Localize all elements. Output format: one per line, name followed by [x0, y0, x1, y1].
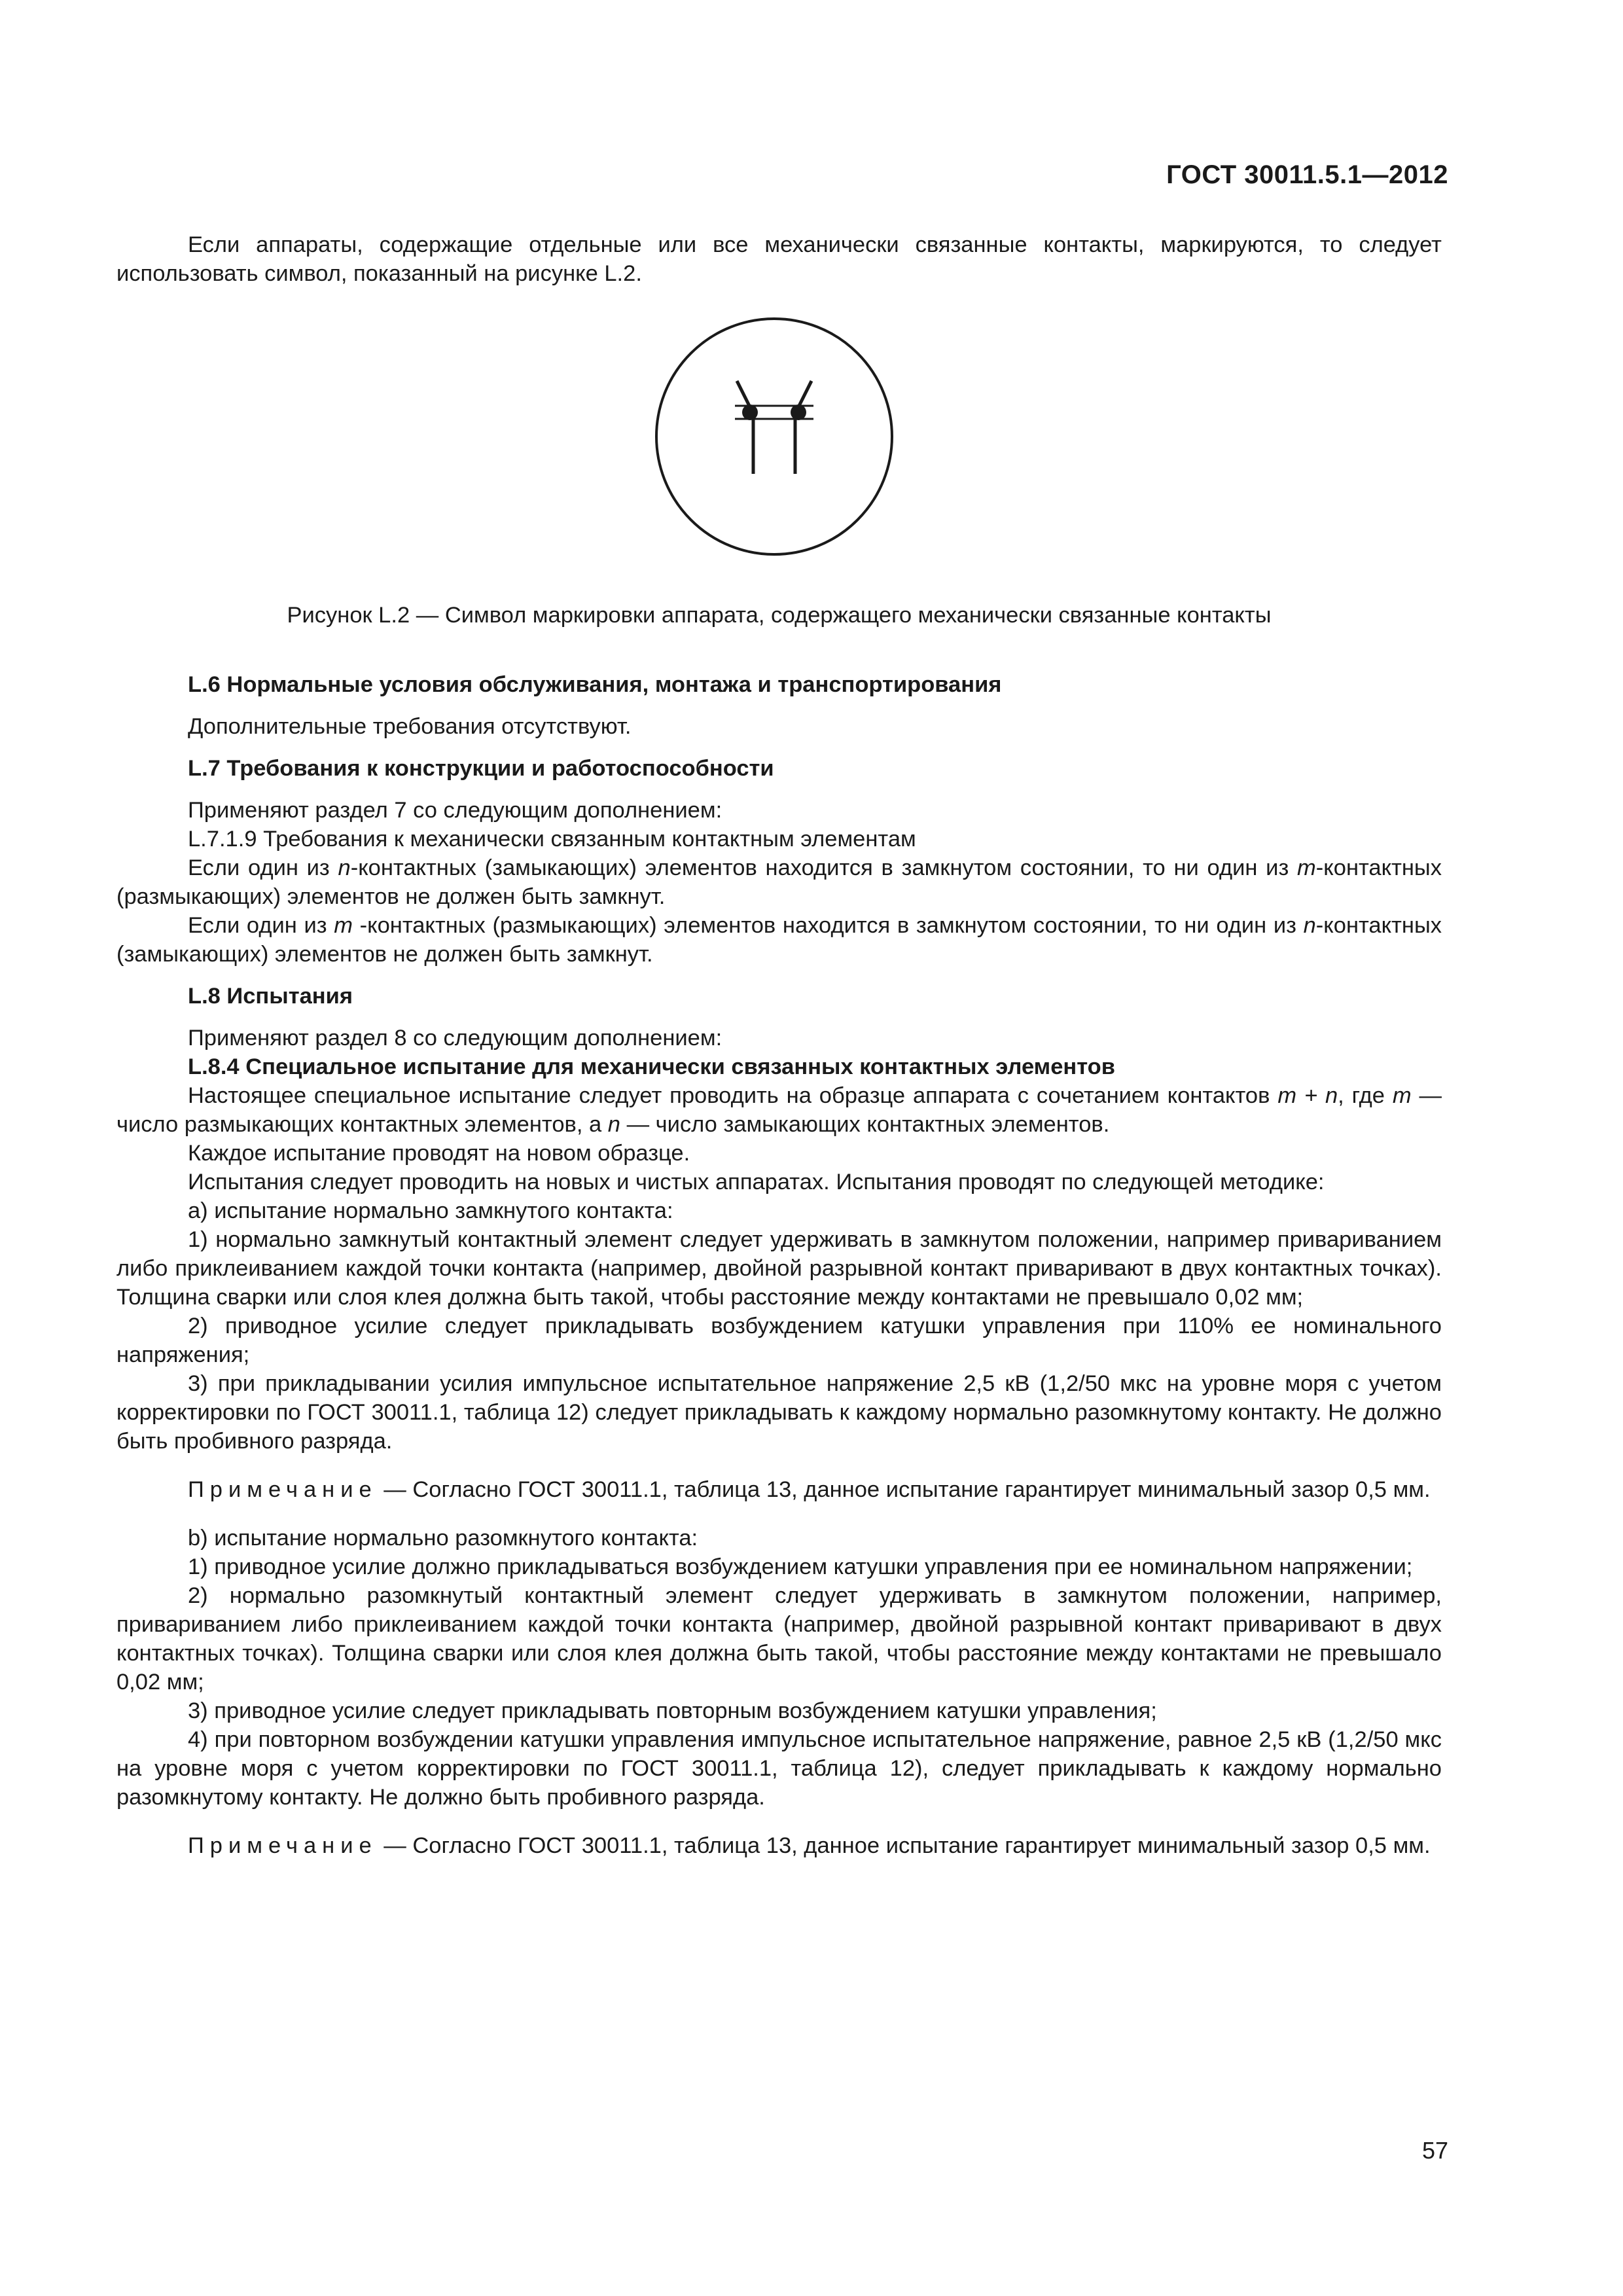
l8-paragraph-3: Испытания следует проводить на новых и чистых аппаратах. Испытания проводят по следующей методике: [188, 1170, 1325, 1194]
test-b-item-3: 3) приводное усилие следует прикладывать повторным возбуждением катушки управления; [188, 1698, 1157, 1723]
standard-id: ГОСТ 30011.5.1—2012 [1166, 160, 1448, 189]
heading-l6: L.6 Нормальные условия обслуживания, монтажа и транспортирования [188, 672, 1002, 697]
l8-paragraph-1: Настоящее специальное испытание следует проводить на образце аппарата с сочетанием контактов m + n, где m — число размыкающих контактных элементов, а n — число замыкающих контактных элементов. [116, 1083, 1442, 1137]
l6-text: Дополнительные требования отсутствуют. [188, 714, 632, 739]
test-b-item-4: 4) при повторном возбуждении катушки управления импульсное испытательное напряжение, равное 2,5 кВ (1,2/50 мкс на уровне моря с учетом корректировки по ГОСТ 30011.1, таблица 12), следует прикладывать к каждому нормально разомкнутому контакту. Не должно быть пробивного разряда. [116, 1727, 1442, 1810]
note-2: Примечание — Согласно ГОСТ 30011.1, таблица 13, данное испытание гарантирует минимальный зазор 0,5 мм. [188, 1833, 1431, 1858]
l7-paragraph-1: Если один из n-контактных (замыкающих) элементов находится в замкнутом состоянии, то ни один из m-контактных (размыкающих) элементов не должен быть замкнут. [116, 855, 1442, 909]
l7-paragraph-2: Если один из m -контактных (размыкающих) элементов находится в замкнутом состоянии, то ни один из n-контактных (замыкающих) элементов не должен быть замкнут. [116, 913, 1442, 967]
test-b-item-1: 1) приводное усилие должно прикладываться возбуждением катушки управления при ее номинальном напряжении; [188, 1554, 1413, 1579]
test-a-item-2: 2) приводное усилие следует прикладывать возбуждением катушки управления при 110% ее номинального напряжения; [116, 1314, 1442, 1367]
page-number: 57 [1421, 2137, 1448, 2164]
test-a-item-1: 1) нормально замкнутый контактный элемент следует удерживать в замкнутом положении, например привариванием либо приклеиванием каждой точки контакта (например, двойной разрывной контакт приваривают в двух контактных точках). Толщина сварки или слоя клея должна быть такой, чтобы расстояние между контактами не превышало 0,02 мм; [116, 1227, 1442, 1310]
test-b-item-2: 2) нормально разомкнутый контактный элемент следует удерживать в замкнутом положении, например, привариванием либо приклеиванием каждой точки контакта (например, двойной разрывной контакт приваривают в двух контактных точках). Толщина сварки или слоя клея должна быть такой, чтобы расстояние между контактами не превышало 0,02 мм; [116, 1583, 1442, 1695]
test-b-title: b) испытание нормально разомкнутого контакта: [188, 1526, 698, 1551]
mechanically-linked-contacts-symbol-icon [653, 315, 895, 558]
l7-applies: Применяют раздел 7 со следующим дополнением: [188, 798, 722, 823]
l8-paragraph-2: Каждое испытание проводят на новом образце. [188, 1141, 690, 1166]
figure-l2 [116, 315, 1442, 597]
intro-paragraph: Если аппараты, содержащие отдельные или все механически связанные контакты, маркируются, то следует использовать символ, показанный на рисунке L.2. [116, 232, 1442, 286]
test-a-title: a) испытание нормально замкнутого контакта: [188, 1198, 673, 1223]
note-1: Примечание — Согласно ГОСТ 30011.1, таблица 13, данное испытание гарантирует минимальный зазор 0,5 мм. [188, 1477, 1431, 1502]
heading-l7: L.7 Требования к конструкции и работоспособности [188, 756, 774, 781]
heading-l8-4: L.8.4 Специальное испытание для механически связанных контактных элементов [188, 1054, 1115, 1079]
l7-subclause: L.7.1.9 Требования к механически связанным контактным элементам [188, 827, 916, 852]
test-a-item-3: 3) при прикладывании усилия импульсное испытательное напряжение 2,5 кВ (1,2/50 мкс на уровне моря с учетом корректировки по ГОСТ 30011.1, таблица 12) следует прикладывать к каждому нормально разомкнутому контакту. Не должно быть пробивного разряда. [116, 1371, 1442, 1454]
l8-applies: Применяют раздел 8 со следующим дополнением: [188, 1026, 722, 1050]
figure-caption: Рисунок L.2 — Символ маркировки аппарата, содержащего механически связанные контакты [287, 603, 1272, 628]
page-content [116, 230, 1442, 1860]
heading-l8: L.8 Испытания [188, 984, 353, 1009]
